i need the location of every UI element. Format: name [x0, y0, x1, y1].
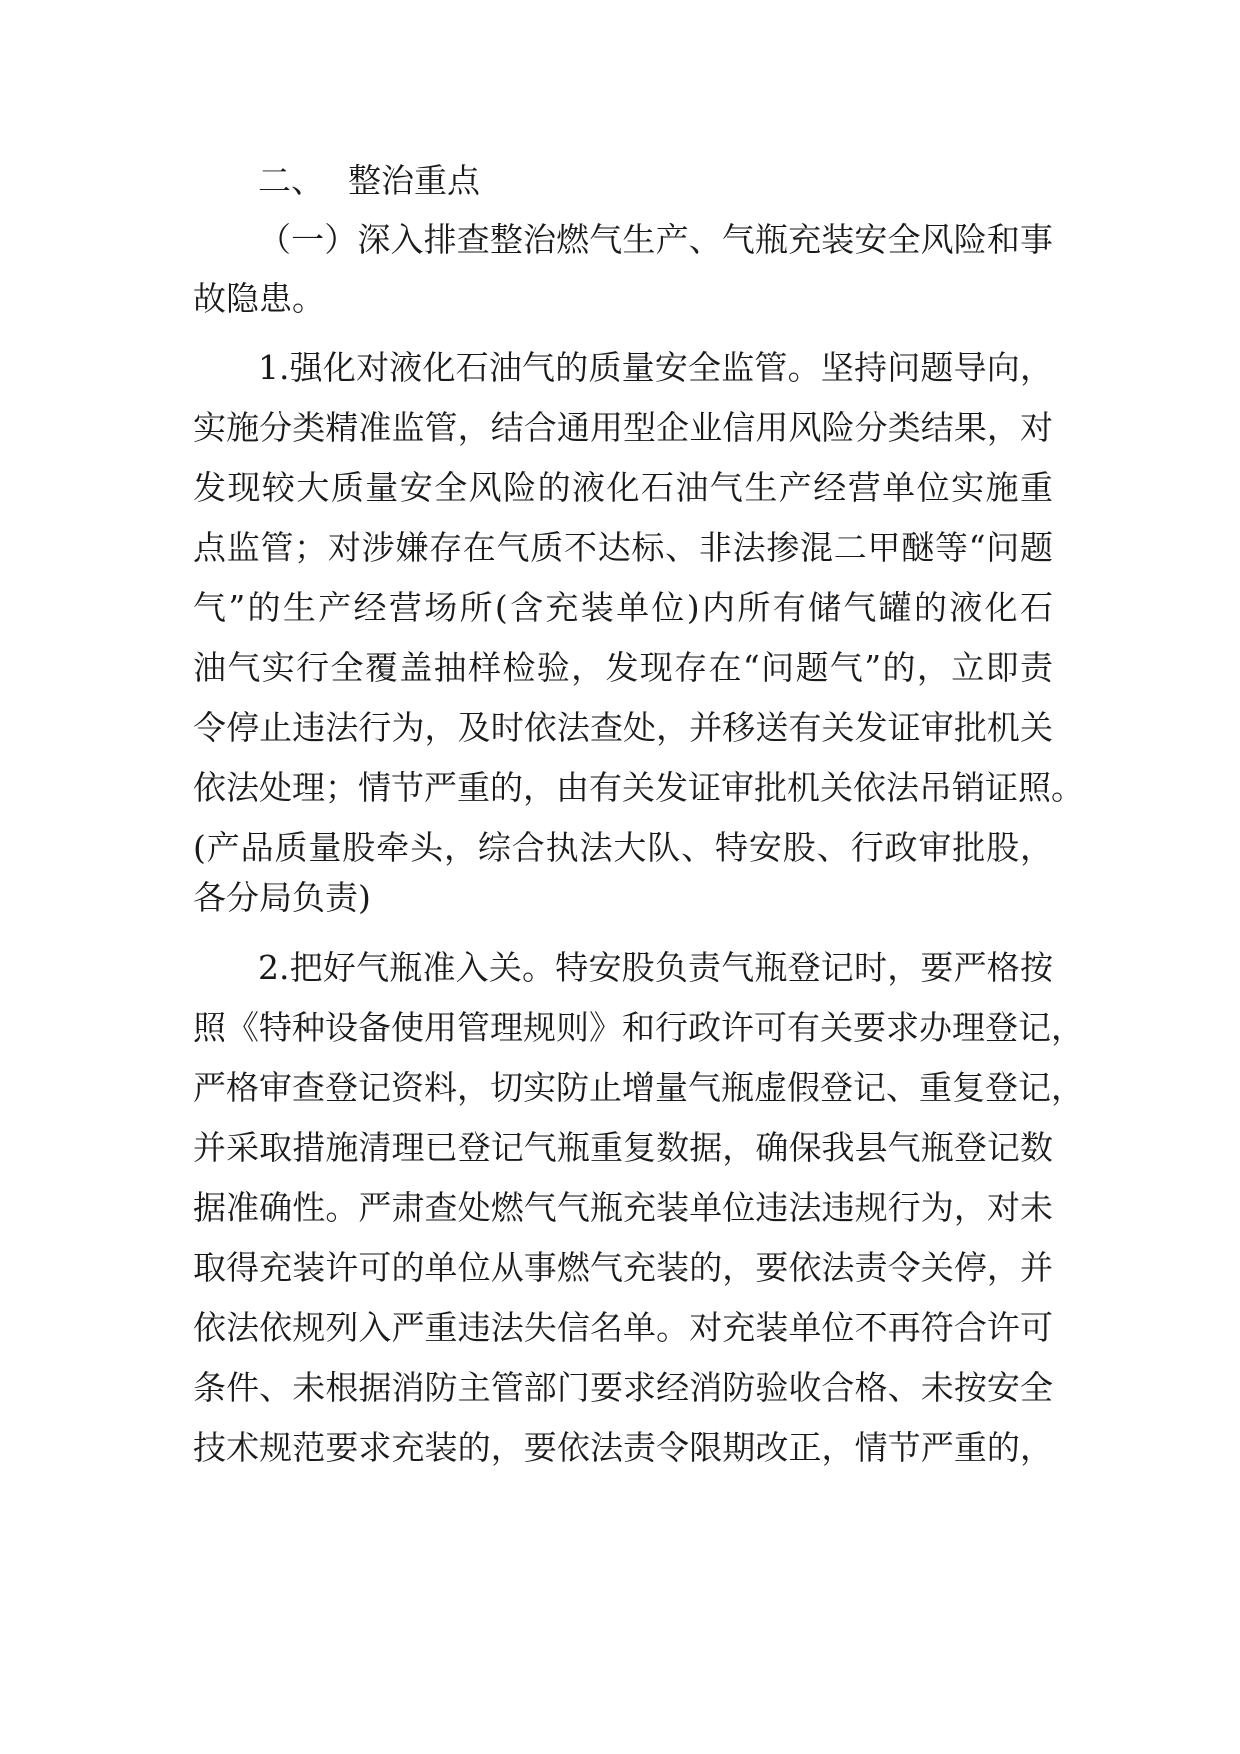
paragraph-line: 各分局负责) — [193, 878, 371, 917]
paragraph-line: 取得充装许可的单位从事燃气充装的，要依法责令关停，并 — [193, 1248, 1053, 1287]
paragraph-line: 令停止违法行为，及时依法查处，并移送有关发证审批机关 — [193, 708, 1053, 747]
paragraph-line: 技术规范要求充装的，要依法责令限期改正，情节严重的， — [193, 1428, 1053, 1467]
section-number: 二、 — [258, 161, 324, 200]
paragraph-line: 依法依规列入严重违法失信名单。对充装单位不再符合许可 — [193, 1308, 1053, 1347]
section-title: 整治重点 — [348, 161, 480, 200]
paragraph-line: 油气实行全覆盖抽样检验，发现存在“问题气”的，立即责 — [193, 648, 1053, 687]
section-heading — [258, 150, 758, 212]
paragraph-line: 严格审查登记资料，切实防止增量气瓶虚假登记、重复登记， — [193, 1068, 1084, 1107]
paragraph-line: 并采取措施清理已登记气瓶重复数据，确保我县气瓶登记数 — [193, 1128, 1053, 1167]
paragraph-line: 实施分类精准监管，结合通用型企业信用风险分类结果，对 — [193, 408, 1053, 447]
subsection-line: 故隐患。 — [193, 279, 325, 318]
paragraph-line: 发现较大质量安全风险的液化石油气生产经营单位实施重 — [193, 468, 1053, 507]
paragraph-line: 1.强化对液化石油气的质量安全监管。坚持问题导向， — [258, 348, 1053, 387]
paragraph-line: (产品质量股牵头，综合执法大队、特安股、行政审批股， — [193, 828, 1053, 867]
paragraph-line: 2.把好气瓶准入关。特安股负责气瓶登记时，要严格按 — [258, 948, 1053, 987]
paragraph-line: 依法处理；情节严重的，由有关发证审批机关依法吊销证照。 — [193, 768, 1084, 807]
paragraph-line: 照《特种设备使用管理规则》和行政许可有关要求办理登记， — [193, 1008, 1084, 1047]
paragraph-line: 气”的生产经营场所(含充装单位)内所有储气罐的液化石 — [193, 588, 1053, 627]
paragraph-line: 据准确性。严肃查处燃气气瓶充装单位违法违规行为，对未 — [193, 1188, 1053, 1227]
paragraph-line: 条件、未根据消防主管部门要求经消防验收合格、未按安全 — [193, 1368, 1053, 1407]
paragraph-line: 点监管；对涉嫌存在气质不达标、非法掺混二甲醚等“问题 — [193, 528, 1053, 567]
subsection-line: （一）深入排查整治燃气生产、气瓶充装安全风险和事 — [258, 220, 1053, 259]
